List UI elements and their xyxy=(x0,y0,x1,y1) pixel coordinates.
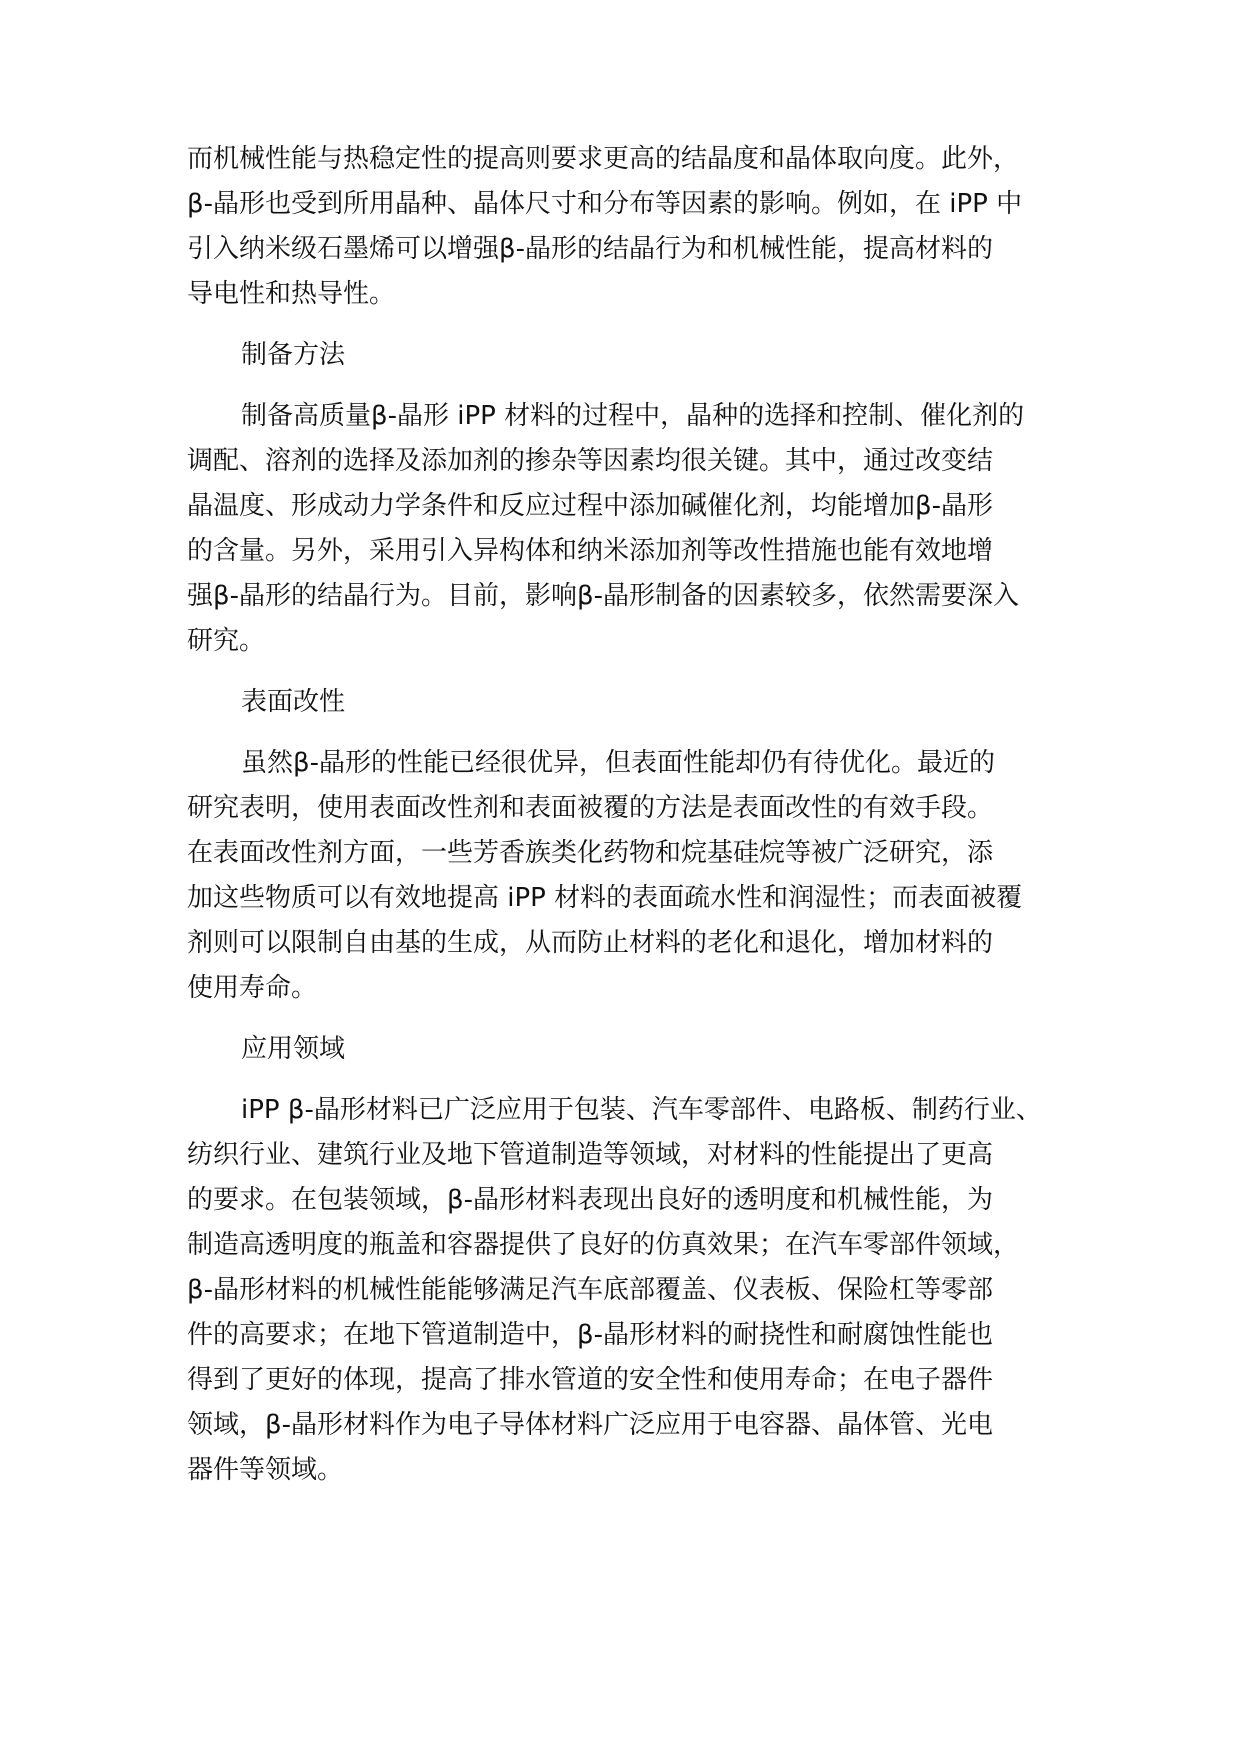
paragraph-line: 纺织行业、建筑行业及地下管道制造等领域，对材料的性能提出了更高 xyxy=(187,1140,994,1170)
section-heading-surface-modification: 表面改性 xyxy=(241,687,346,717)
paragraph-line: β-晶形材料的机械性能能够满足汽车底部覆盖、仪表板、保险杠等零部 xyxy=(187,1275,993,1305)
paragraph-line: 晶温度、形成动力学条件和反应过程中添加碱催化剂，均能增加β-晶形 xyxy=(187,491,993,521)
intro-paragraph xyxy=(187,137,1087,317)
paragraph-line: 领域，β-晶形材料作为电子导体材料广泛应用于电容器、晶体管、光电 xyxy=(187,1410,993,1440)
paragraph-gap xyxy=(187,1072,1087,1088)
document-body xyxy=(187,137,1087,1493)
paragraph-gap xyxy=(187,317,1087,333)
paragraph-line: 引入纳米级石墨烯可以增强β-晶形的结晶行为和机械性能，提高材料的 xyxy=(187,234,993,264)
paragraph-gap xyxy=(187,1011,1087,1027)
paragraph-line: 加这些物质可以有效地提高 iPP 材料的表面疏水性和润湿性；而表面被覆 xyxy=(187,883,1023,913)
section-paragraph-applications xyxy=(187,1088,1087,1493)
paragraph-line: β-晶形也受到所用晶种、晶体尺寸和分布等因素的影响。例如，在 iPP 中 xyxy=(187,189,1023,219)
paragraph-line: 研究。 xyxy=(187,626,266,656)
paragraph-line: 的要求。在包装领域，β-晶形材料表现出良好的透明度和机械性能，为 xyxy=(187,1185,993,1215)
paragraph-gap xyxy=(187,664,1087,680)
section-paragraph-preparation xyxy=(187,394,1087,664)
paragraph-line: 件的高要求；在地下管道制造中，β-晶形材料的耐挠性和耐腐蚀性能也 xyxy=(187,1320,993,1350)
paragraph-line: 虽然β-晶形的性能已经很优异，但表面性能却仍有待优化。最近的 xyxy=(241,748,995,778)
paragraph-line: 而机械性能与热稳定性的提高则要求更高的结晶度和晶体取向度。此外， xyxy=(187,144,1020,174)
paragraph-line: 使用寿命。 xyxy=(187,973,318,1003)
section-paragraph-surface-modification xyxy=(187,741,1087,1011)
paragraph-line: 制备高质量β-晶形 iPP 材料的过程中，晶种的选择和控制、催化剂的 xyxy=(241,401,1025,431)
paragraph-line: iPP β-晶形材料已广泛应用于包装、汽车零部件、电路板、制药行业、 xyxy=(241,1095,1042,1125)
paragraph-gap xyxy=(187,725,1087,741)
paragraph-line: 剂则可以限制自由基的生成，从而防止材料的老化和退化，增加材料的 xyxy=(187,928,994,958)
paragraph-line: 导电性和热导性。 xyxy=(187,279,396,309)
section-heading-preparation: 制备方法 xyxy=(241,340,346,370)
paragraph-line: 得到了更好的体现，提高了排水管道的安全性和使用寿命；在电子器件 xyxy=(187,1365,994,1395)
paragraph-line: 制造高透明度的瓶盖和容器提供了良好的仿真效果；在汽车零部件领域， xyxy=(187,1230,1020,1260)
paragraph-line: 在表面改性剂方面，一些芳香族类化药物和烷基硅烷等被广泛研究，添 xyxy=(187,838,994,868)
paragraph-line: 调配、溶剂的选择及添加剂的掺杂等因素均很关键。其中，通过改变结 xyxy=(187,446,994,476)
paragraph-line: 研究表明，使用表面改性剂和表面被覆的方法是表面改性的有效手段。 xyxy=(187,793,994,823)
paragraph-gap xyxy=(187,378,1087,394)
paragraph-line: 器件等领域。 xyxy=(187,1455,344,1485)
paragraph-line: 的含量。另外，采用引入异构体和纳米添加剂等改性措施也能有效地增 xyxy=(187,536,994,566)
section-heading-applications: 应用领域 xyxy=(241,1034,346,1064)
paragraph-line: 强β-晶形的结晶行为。目前，影响β-晶形制备的因素较多，依然需要深入 xyxy=(187,581,1019,611)
